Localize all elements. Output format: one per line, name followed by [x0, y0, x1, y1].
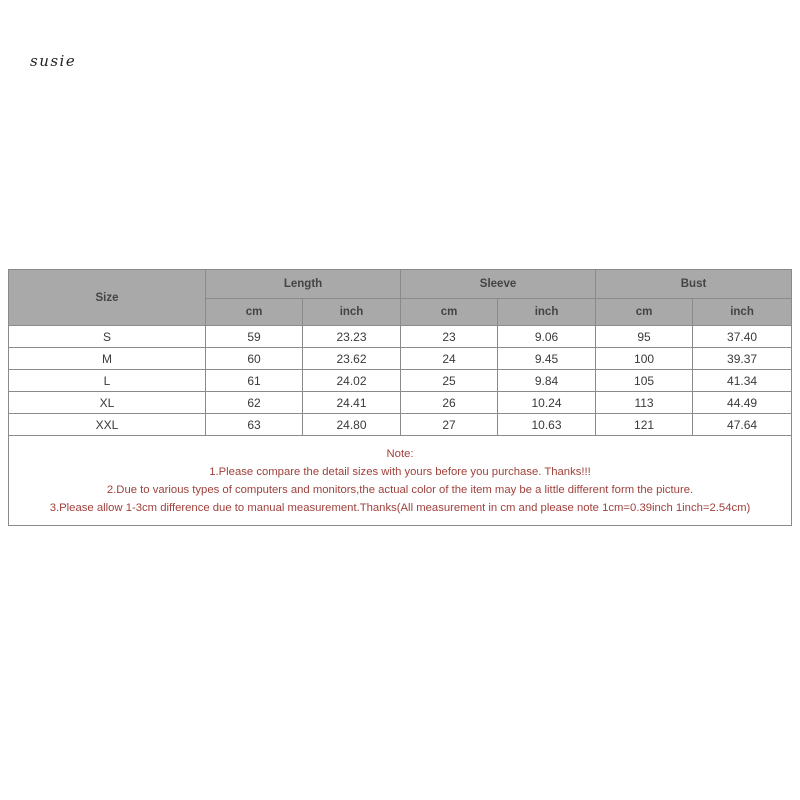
- bust-group-header: Bust: [596, 270, 792, 299]
- length-cm-header: cm: [206, 299, 303, 326]
- bust-inch-cell: 37.40: [693, 326, 792, 348]
- table-row: [9, 392, 792, 414]
- size-chart-table: [8, 269, 792, 526]
- notes-row: [9, 436, 792, 526]
- length-inch-cell: 23.23: [303, 326, 401, 348]
- size-cell: S: [9, 326, 206, 348]
- bust-cm-cell: 95: [596, 326, 693, 348]
- note-line-1: 1.Please compare the detail sizes with yours before you purchase. Thanks!!!: [209, 465, 591, 478]
- length-cm-cell: 59: [206, 326, 303, 348]
- sleeve-group-header: Sleeve: [401, 270, 596, 299]
- table-row: [9, 348, 792, 370]
- sleeve-cm-cell: 27: [401, 414, 498, 436]
- length-cm-cell: 61: [206, 370, 303, 392]
- note-line-2: 2.Due to various types of computers and monitors,the actual color of the item may be a little different form the picture.: [106, 483, 694, 496]
- length-inch-cell: 24.02: [303, 370, 401, 392]
- sleeve-inch-header: inch: [498, 299, 596, 326]
- bust-cm-header: cm: [596, 299, 693, 326]
- size-column-header: Size: [9, 270, 206, 326]
- bust-inch-cell: 41.34: [693, 370, 792, 392]
- table-row: [9, 414, 792, 436]
- bust-cm-cell: 121: [596, 414, 693, 436]
- size-cell: L: [9, 370, 206, 392]
- length-group-header: Length: [206, 270, 401, 299]
- length-inch-header: inch: [303, 299, 401, 326]
- length-inch-cell: 24.80: [303, 414, 401, 436]
- sleeve-cm-cell: 23: [401, 326, 498, 348]
- table-header-group-row: [9, 270, 792, 299]
- table-row: [9, 370, 792, 392]
- bust-inch-cell: 39.37: [693, 348, 792, 370]
- length-cm-cell: 63: [206, 414, 303, 436]
- size-cell: XXL: [9, 414, 206, 436]
- sleeve-cm-cell: 25: [401, 370, 498, 392]
- note-title: Note:: [386, 447, 414, 460]
- brand-logo-text: susie: [30, 52, 77, 70]
- length-inch-cell: 23.62: [303, 348, 401, 370]
- bust-inch-cell: 47.64: [693, 414, 792, 436]
- sleeve-inch-cell: 9.45: [498, 348, 596, 370]
- sleeve-cm-cell: 26: [401, 392, 498, 414]
- size-cell: M: [9, 348, 206, 370]
- table-row: [9, 326, 792, 348]
- sleeve-inch-cell: 10.24: [498, 392, 596, 414]
- sleeve-inch-cell: 10.63: [498, 414, 596, 436]
- size-cell: XL: [9, 392, 206, 414]
- note-line-3: 3.Please allow 1-3cm difference due to manual measurement.Thanks(All measurement in cm and please note 1cm=0.39inch 1inch=2.54cm): [49, 501, 751, 514]
- sleeve-cm-header: cm: [401, 299, 498, 326]
- sleeve-inch-cell: 9.84: [498, 370, 596, 392]
- bust-cm-cell: 105: [596, 370, 693, 392]
- bust-cm-cell: 113: [596, 392, 693, 414]
- notes-cell: [9, 436, 792, 526]
- length-inch-cell: 24.41: [303, 392, 401, 414]
- sleeve-inch-cell: 9.06: [498, 326, 596, 348]
- sleeve-cm-cell: 24: [401, 348, 498, 370]
- bust-cm-cell: 100: [596, 348, 693, 370]
- bust-inch-cell: 44.49: [693, 392, 792, 414]
- length-cm-cell: 60: [206, 348, 303, 370]
- bust-inch-header: inch: [693, 299, 792, 326]
- length-cm-cell: 62: [206, 392, 303, 414]
